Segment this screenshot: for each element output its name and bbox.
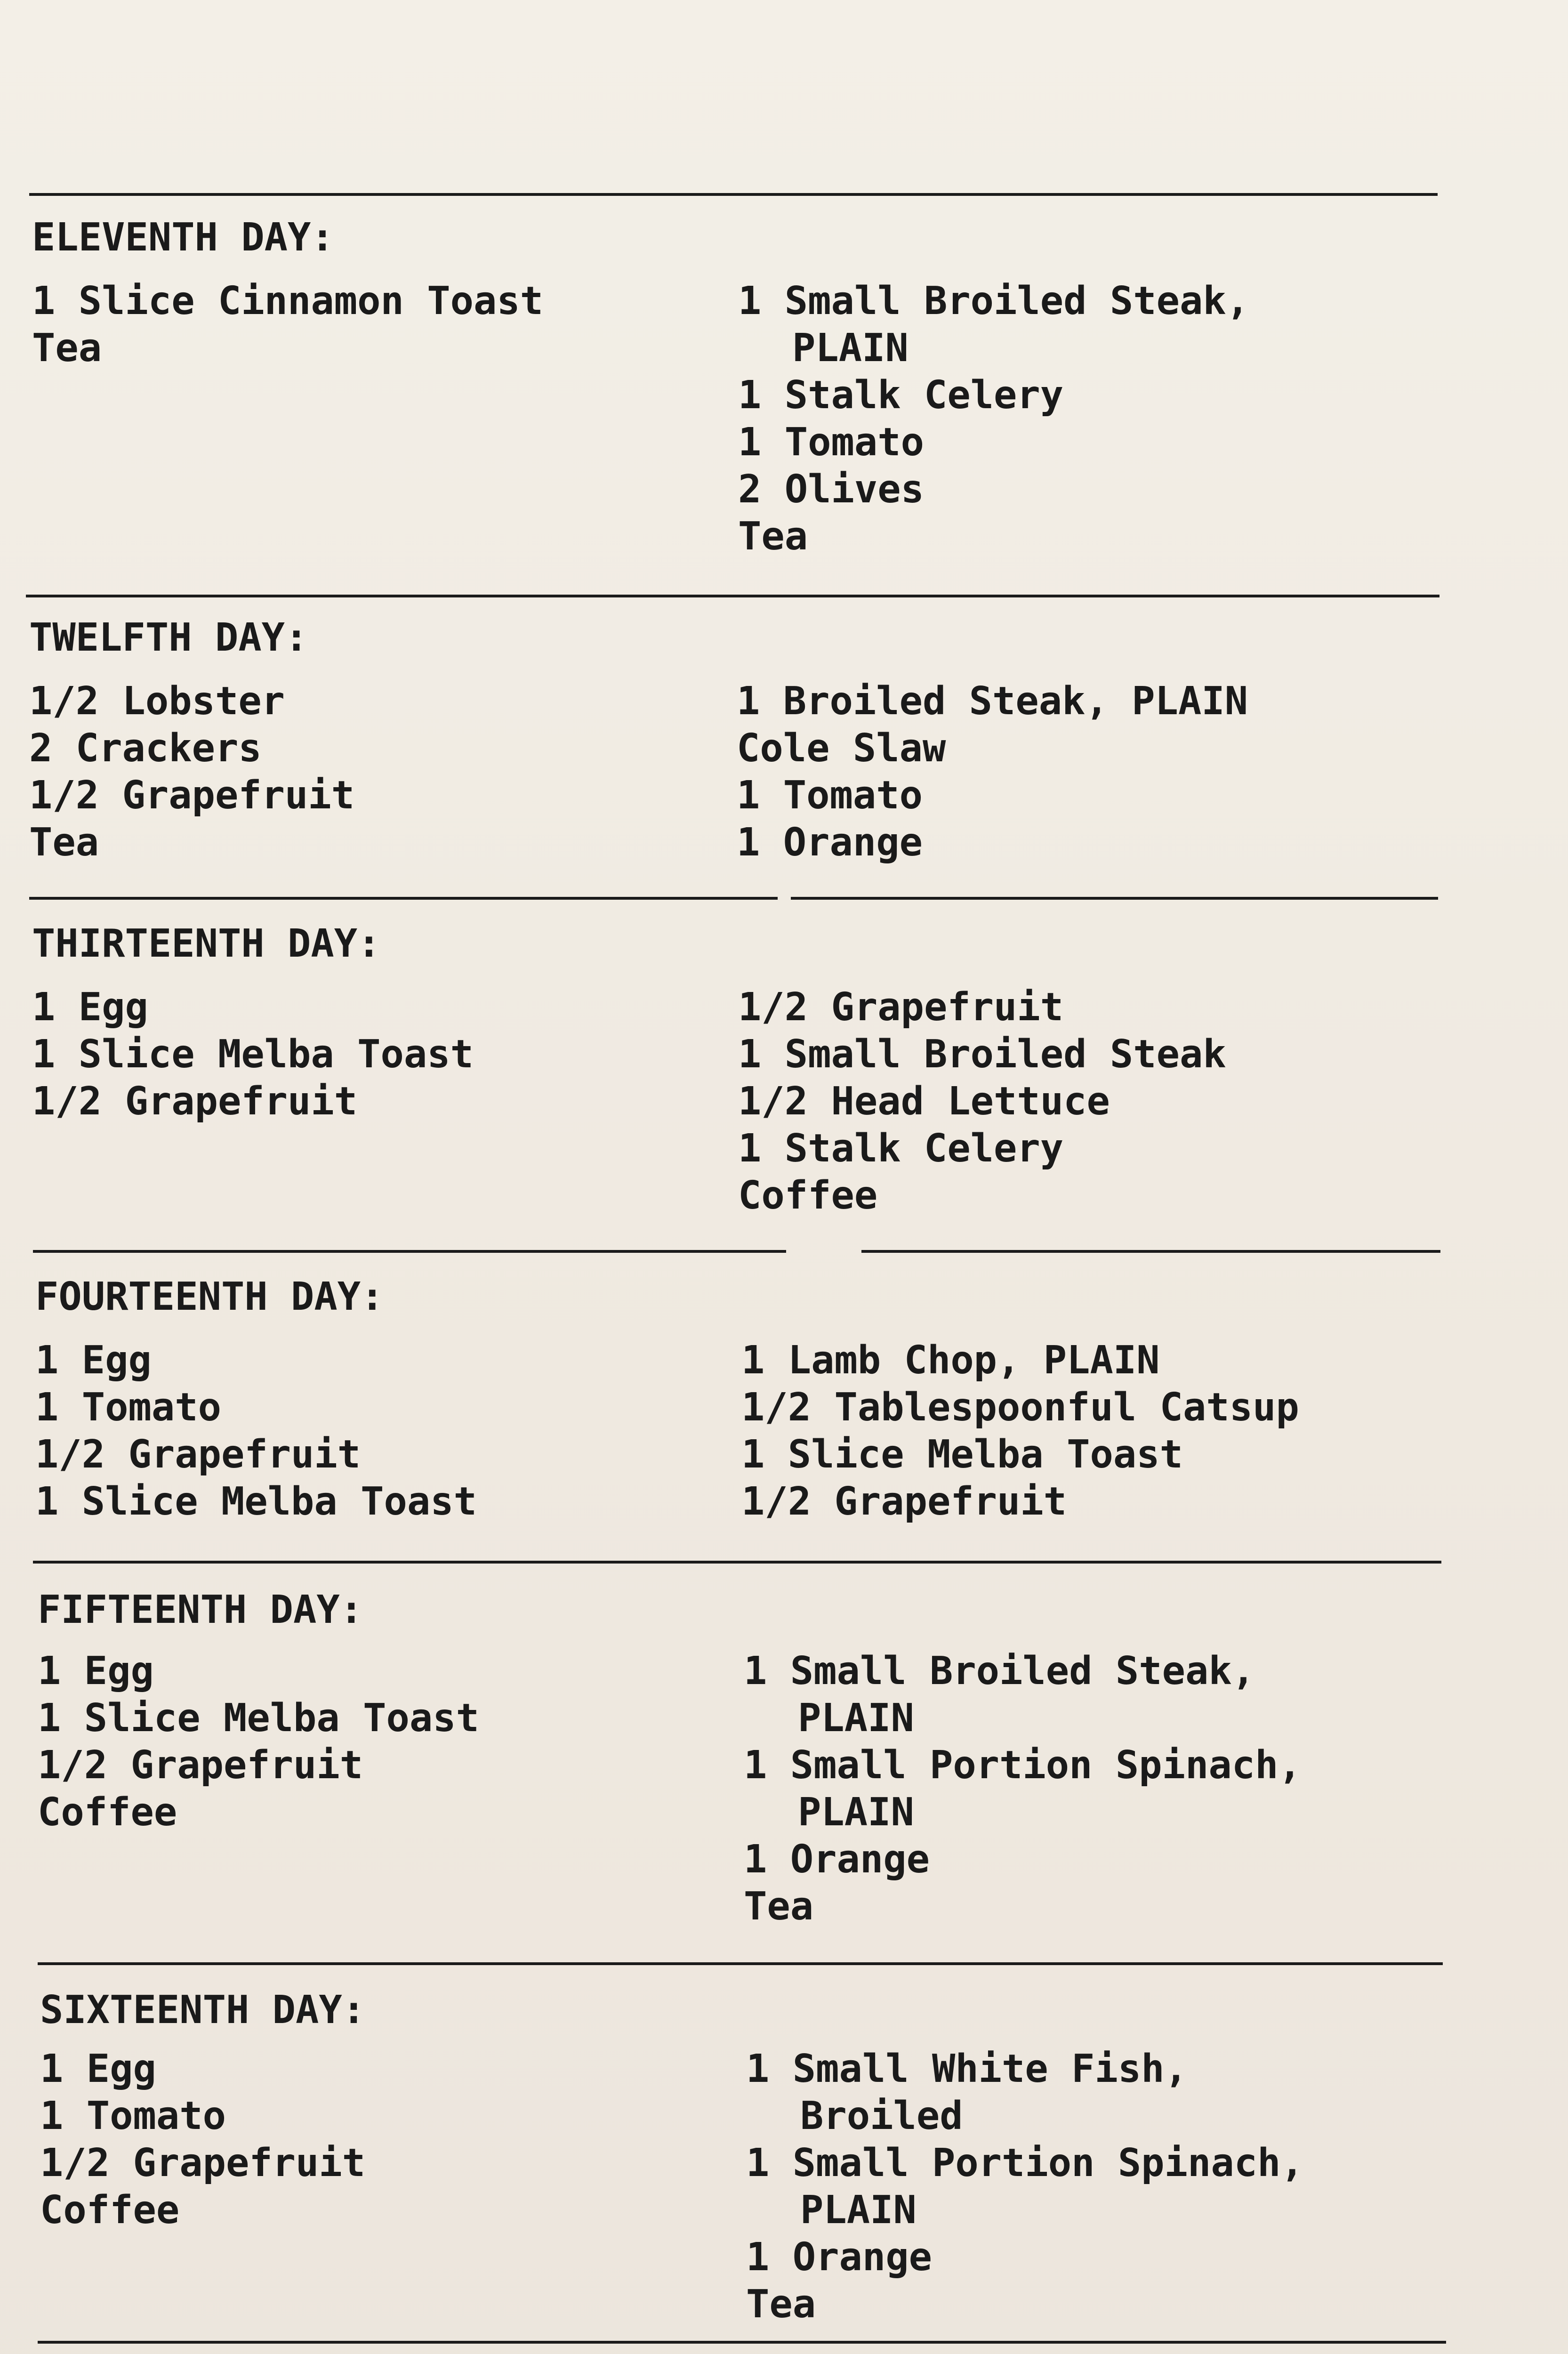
right-menu-column (738, 278, 1249, 560)
menu-item: 1 Tomato (40, 2094, 226, 2138)
day-heading: ELEVENTH DAY: (32, 215, 334, 260)
menu-item: 1/2 Head Lettuce (738, 1079, 1110, 1124)
menu-item-continuation: PLAIN (798, 1696, 914, 1741)
divider-rule (29, 897, 778, 900)
left-menu-column (35, 1337, 477, 1525)
divider-rule (33, 1250, 786, 1253)
divider-rule (38, 1962, 1443, 1965)
day-heading: TWELFTH DAY: (29, 615, 308, 660)
menu-item: 2 Crackers (29, 726, 262, 771)
menu-item: 1 Lamb Chop, PLAIN (741, 1338, 1160, 1383)
menu-item: 1 Small Broiled Steak, (738, 279, 1250, 323)
menu-item: 1 Egg (40, 2047, 156, 2091)
menu-item: 1 Orange (746, 2235, 932, 2280)
day-heading: FOURTEENTH DAY: (35, 1274, 384, 1319)
left-menu-column (40, 2046, 365, 2234)
menu-item-continuation: PLAIN (798, 1790, 914, 1835)
menu-item: 1/2 Grapefruit (738, 985, 1064, 1030)
menu-item: 1 Small Portion Spinach, (746, 2141, 1304, 2185)
left-menu-column (32, 984, 474, 1125)
divider-rule (861, 1250, 1440, 1253)
menu-item: 1 Egg (35, 1338, 152, 1383)
menu-item: 1 Slice Melba Toast (741, 1432, 1183, 1477)
menu-item: 1 Small Broiled Steak, (744, 1649, 1255, 1693)
right-menu-column (738, 984, 1226, 1219)
menu-item: Coffee (738, 1173, 878, 1218)
right-menu-column (744, 1648, 1302, 1930)
left-menu-column (29, 678, 354, 866)
menu-item: Cole Slaw (737, 726, 946, 771)
menu-item: 2 Olives (738, 467, 924, 512)
menu-item: 1/2 Grapefruit (35, 1432, 361, 1477)
divider-rule (38, 2341, 1446, 2344)
menu-item: Tea (32, 326, 102, 371)
right-menu-column (737, 678, 1248, 866)
menu-item: Coffee (40, 2188, 180, 2233)
menu-item: 1 Small Broiled Steak (738, 1032, 1226, 1077)
menu-item: 1/2 Tablespoonful Catsup (741, 1385, 1299, 1430)
menu-item: Tea (738, 514, 808, 559)
day-heading: FIFTEENTH DAY: (38, 1588, 363, 1632)
menu-item: Tea (746, 2282, 816, 2327)
menu-item: 1 Broiled Steak, PLAIN (737, 679, 1248, 724)
menu-item: 1 Slice Melba Toast (32, 1032, 474, 1077)
menu-item: Tea (744, 1884, 814, 1929)
menu-item: Tea (29, 820, 99, 865)
left-menu-column (32, 278, 543, 372)
menu-item: 1/2 Grapefruit (38, 1743, 363, 1788)
menu-item: 1 Tomato (35, 1385, 221, 1430)
menu-item-continuation: PLAIN (800, 2188, 917, 2233)
menu-item: 1 Small Portion Spinach, (744, 1743, 1302, 1788)
right-menu-column (741, 1337, 1299, 1525)
menu-item: 1/2 Grapefruit (741, 1479, 1067, 1524)
menu-item: 1 Egg (38, 1649, 154, 1693)
menu-item: 1 Slice Cinnamon Toast (32, 279, 544, 323)
menu-item: 1 Orange (737, 820, 923, 865)
divider-rule (791, 897, 1438, 900)
menu-item: 1 Small White Fish, (746, 2047, 1188, 2091)
menu-item: 1/2 Grapefruit (29, 773, 355, 818)
divider-rule (26, 595, 1439, 597)
menu-item: 1 Stalk Celery (738, 373, 1064, 418)
menu-item: 1/2 Grapefruit (32, 1079, 358, 1124)
menu-item: 1 Egg (32, 985, 148, 1030)
divider-rule (29, 193, 1438, 196)
menu-item-continuation: PLAIN (792, 326, 909, 371)
day-heading: SIXTEENTH DAY: (40, 1988, 366, 2032)
menu-item: 1 Slice Melba Toast (38, 1696, 479, 1741)
menu-item-continuation: Broiled (800, 2094, 963, 2138)
left-menu-column (38, 1648, 479, 1836)
right-menu-column (746, 2046, 1304, 2328)
day-heading: THIRTEENTH DAY: (32, 921, 381, 966)
menu-item: 1 Tomato (738, 420, 924, 465)
menu-item: 1 Slice Melba Toast (35, 1479, 477, 1524)
menu-item: Coffee (38, 1790, 177, 1835)
divider-rule (33, 1561, 1441, 1564)
menu-item: 1/2 Lobster (29, 679, 285, 724)
menu-item: 1 Orange (744, 1837, 930, 1882)
menu-item: 1 Stalk Celery (738, 1126, 1064, 1171)
menu-item: 1/2 Grapefruit (40, 2141, 366, 2185)
menu-item: 1 Tomato (737, 773, 923, 818)
